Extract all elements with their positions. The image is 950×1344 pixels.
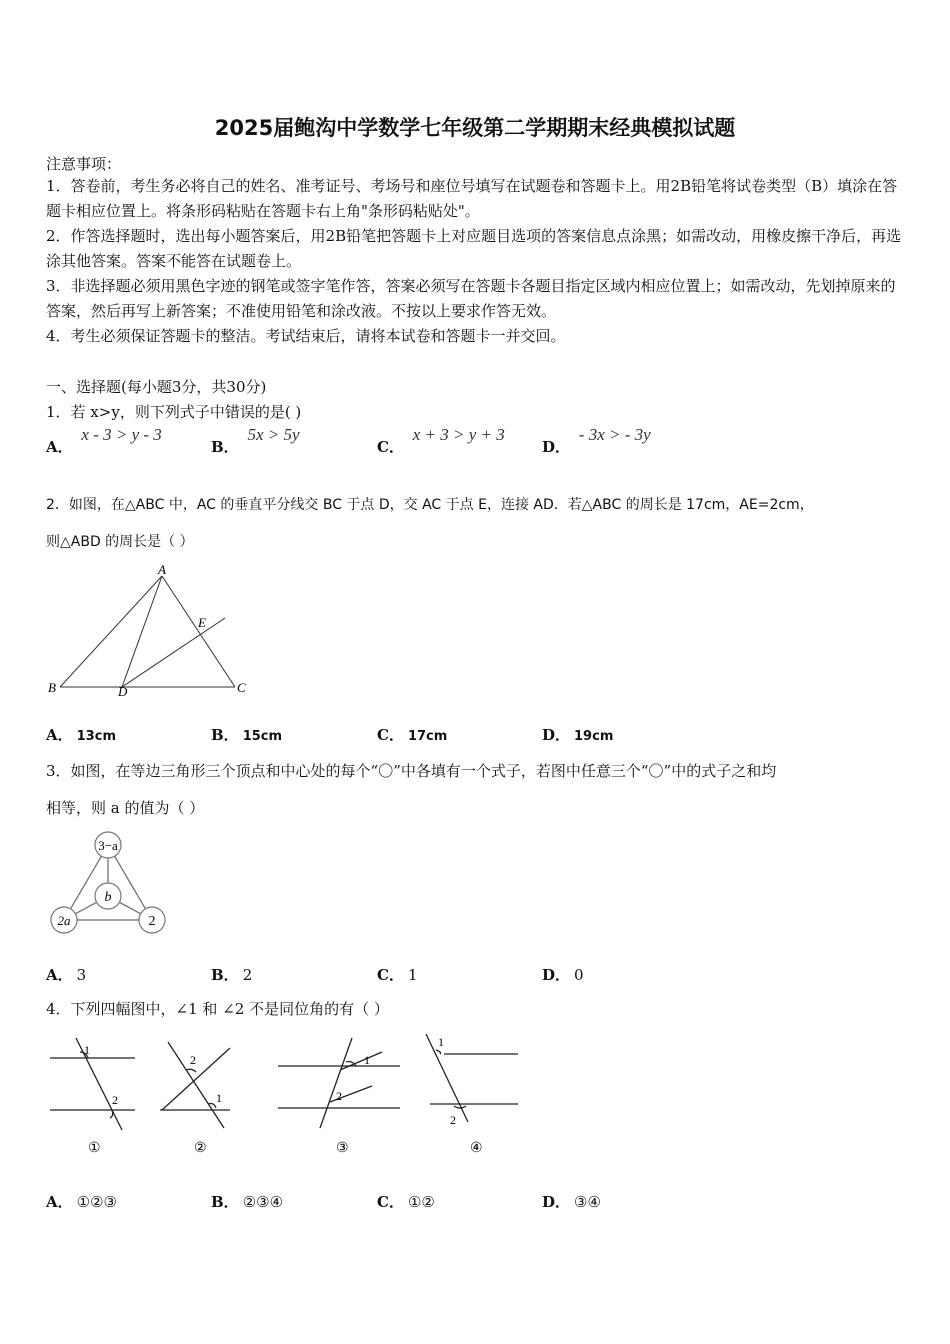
q1-option-b (211, 425, 300, 457)
q3-triangle-figure (40, 826, 180, 946)
option-label: A． (46, 438, 73, 456)
q4-option-a (46, 1191, 117, 1212)
q2-triangle-figure (40, 562, 270, 707)
q2-stem-line1: 2．如图，在△ABC 中，AC 的垂直平分线交 BC 于点 D，交 AC 于点 E，连接 AD．若△ABC 的周长是 17cm，AE=2cm， (46, 497, 814, 513)
option-text: x + 3 > y + 3 (412, 425, 505, 444)
notice-item-3: 3．非选择题必须用黑色字迹的钢笔或签字笔作答，答案必须写在答题卡各题目指定区域内相应位置上；如需改动，先划掉原来的答案，然后再写上新答案；不准使用铅笔和涂改液。不按以上要求作答无效。 (46, 277, 896, 320)
fig4-caption: ④ (470, 1141, 483, 1156)
section-heading: 一、选择题(每小题3分，共30分) (46, 378, 267, 396)
fig4-angle-1: 1 (438, 1035, 444, 1049)
notice-item-2: 2．作答选择题时，选出每小题答案后，用2B铅笔把答题卡上对应题目选项的答案信息点涂黑；如需改动，用橡皮擦干净后，再选涂其他答案。答案不能答在试题卷上。 (46, 227, 902, 270)
label-right: 2 (148, 914, 156, 929)
q4-option-b (211, 1191, 283, 1212)
option-label: B． (211, 1193, 239, 1211)
q2-option-c (377, 724, 447, 745)
option-text: ①②③ (76, 1193, 117, 1211)
q1-stem: 1．若 x>y，则下列式子中错误的是( ) (46, 403, 302, 421)
option-text: 3 (76, 966, 87, 984)
option-text: 13cm (76, 729, 116, 744)
fig3-angle-2: 2 (336, 1089, 342, 1103)
option-label: B． (211, 966, 239, 984)
option-text: 15cm (242, 729, 283, 744)
option-label: D． (542, 966, 571, 984)
q3-stem-line2: 相等，则 a 的值为（ ） (46, 799, 205, 817)
fig2-angle-1: 1 (216, 1091, 222, 1105)
option-label: A． (46, 1193, 73, 1211)
option-text: 5x > 5y (247, 425, 300, 444)
option-label: B． (211, 726, 239, 744)
vertex-label-e: E (198, 615, 206, 630)
fig1-angle-1: 1 (84, 1043, 90, 1057)
option-label: B． (211, 438, 239, 456)
q4-option-d (542, 1191, 601, 1212)
q4-stem: 4．下列四幅图中，∠1 和 ∠2 不是同位角的有（ ） (46, 1000, 389, 1018)
fig2-angle-2: 2 (190, 1053, 196, 1067)
vertex-label-a: A (158, 562, 166, 577)
option-text: ①② (407, 1193, 435, 1211)
label-left: 2a (57, 913, 71, 928)
option-text: - 3x > - 3y (578, 425, 651, 444)
q3-option-c (377, 964, 418, 985)
option-text: x - 3 > y - 3 (81, 425, 162, 444)
option-label: A． (46, 726, 73, 744)
option-text: 0 (574, 966, 584, 984)
notice-item-4: 4．考生必须保证答题卡的整洁。考试结束后，请将本试卷和答题卡一并交回。 (46, 327, 566, 345)
vertex-label-b: B (48, 680, 56, 695)
q4-figures (40, 1030, 530, 1160)
fig3-angle-1: 1 (364, 1053, 370, 1067)
q3-option-d (542, 964, 584, 985)
option-label: C． (377, 438, 404, 456)
option-label: A． (46, 966, 73, 984)
q1-option-d (542, 425, 651, 457)
fig1-angle-2: 2 (112, 1093, 118, 1107)
fig4-angle-2: 2 (450, 1113, 456, 1127)
q2-stem-line2: 则△ABD 的周长是（ ） (46, 534, 194, 550)
notice-item-1: 1．答卷前，考生务必将自己的姓名、准考证号、考场号和座位号填写在试题卷和答题卡上。用2B铅笔将试卷类型（B）填涂在答题卡相应位置上。将条形码粘贴在答题卡右上角"条形码粘贴处"。 (46, 177, 898, 220)
vertex-label-d: D (118, 684, 128, 699)
option-text: ②③④ (242, 1193, 284, 1211)
q2-option-a (46, 724, 116, 745)
fig3-caption: ③ (336, 1141, 349, 1156)
option-label: D． (542, 438, 571, 456)
option-label: D． (542, 1193, 571, 1211)
option-label: C． (377, 726, 404, 744)
label-center: b (104, 890, 112, 905)
q2-option-d (542, 724, 613, 745)
notice-heading: 注意事项： (46, 155, 122, 173)
option-text: 17cm (407, 729, 448, 744)
page-title: 2025届鲍沟中学数学七年级第二学期期末经典模拟试题 (214, 116, 736, 140)
q1-option-c (377, 425, 505, 457)
fig1-caption: ① (88, 1141, 101, 1156)
option-text: 2 (242, 966, 253, 984)
option-text: 1 (407, 966, 418, 984)
q3-option-a (46, 964, 86, 985)
option-label: C． (377, 1193, 404, 1211)
q2-option-b (211, 724, 282, 745)
option-text: 19cm (574, 729, 614, 744)
option-label: C． (377, 966, 404, 984)
q3-stem-line1: 3．如图，在等边三角形三个顶点和中心处的每个“〇”中各填有一个式子，若图中任意三个“〇”中的式子之和均 (46, 762, 777, 780)
q1-option-a (46, 425, 162, 457)
option-label: D． (542, 726, 571, 744)
vertex-label-c: C (237, 680, 246, 695)
fig2-caption: ② (194, 1141, 207, 1156)
q3-option-b (211, 964, 252, 985)
q4-option-c (377, 1191, 435, 1212)
label-top: 3−a (98, 838, 118, 853)
option-text: ③④ (574, 1193, 601, 1211)
